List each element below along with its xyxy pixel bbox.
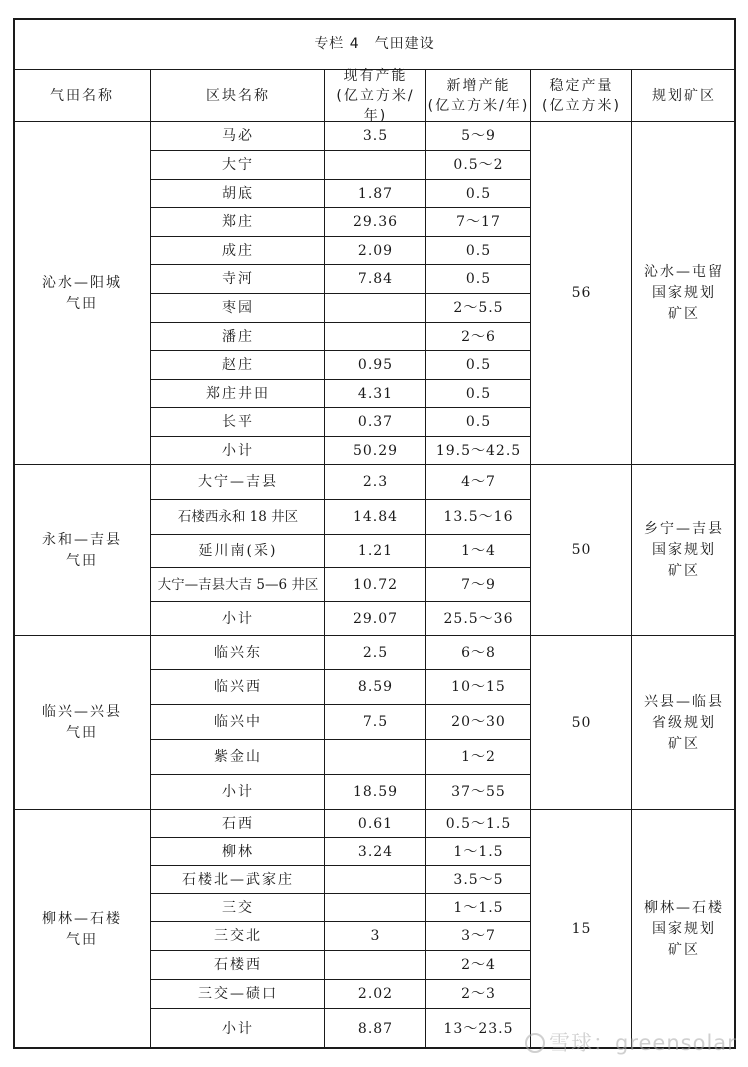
- new-capacity: [426, 980, 531, 1009]
- new-capacity: [426, 568, 531, 602]
- new-capacity: [426, 894, 531, 922]
- header-gas-field-text: 气田名称: [50, 88, 114, 104]
- existing-capacity-text: 3: [370, 928, 381, 944]
- existing-capacity-text: 0.95: [357, 357, 394, 373]
- xueqiu-logo-icon: [525, 1033, 545, 1053]
- existing-capacity: [325, 535, 426, 568]
- header-existing-capacity-line: 现有产能: [343, 68, 408, 84]
- new-capacity: [426, 237, 531, 265]
- existing-capacity-text: 50.29: [352, 442, 399, 459]
- existing-capacity: [325, 602, 426, 636]
- block-name: [151, 740, 325, 775]
- new-capacity: [426, 208, 531, 237]
- grid-line: [151, 774, 531, 775]
- planned-area: [632, 122, 736, 465]
- grid-line: [151, 150, 531, 151]
- new-capacity: [426, 705, 531, 740]
- new-capacity: [426, 180, 531, 208]
- new-capacity: [426, 1009, 531, 1049]
- block-name-text: 柳林: [222, 843, 254, 860]
- block-name: [151, 437, 325, 465]
- existing-capacity-text: 18.59: [352, 784, 399, 800]
- gas-field-name-line: 气田: [66, 931, 98, 948]
- gas-field-name-line: 临兴—兴县: [42, 704, 122, 720]
- block-name: [151, 535, 325, 568]
- new-capacity-text: 19.5～42.5: [435, 442, 522, 459]
- new-capacity: [426, 465, 531, 500]
- existing-capacity: [325, 922, 426, 951]
- header-existing-capacity: [325, 70, 426, 122]
- block-name-text: 三交—碛口: [198, 986, 278, 1002]
- header-planned-area-text: 规划矿区: [652, 88, 716, 104]
- block-name: [151, 237, 325, 265]
- planned-area-line: 矿区: [668, 563, 700, 579]
- planned-area-line: 国家规划: [652, 921, 716, 937]
- new-capacity-text: 7～9: [461, 576, 496, 593]
- header-stable-output-line: (亿立方米): [542, 98, 621, 114]
- new-capacity: [426, 151, 531, 180]
- block-name: [151, 670, 325, 705]
- block-name-text: 胡底: [222, 185, 254, 202]
- block-name-text: 长平: [222, 414, 254, 430]
- grid-line: [151, 704, 531, 705]
- header-stable-output-line: 稳定产量: [549, 78, 614, 94]
- block-name-text: 石楼西永和 18 井区: [177, 509, 299, 525]
- grid-line: [151, 669, 531, 670]
- grid-line: [151, 601, 531, 602]
- existing-capacity: [325, 838, 426, 866]
- existing-capacity-text: 0.61: [357, 815, 394, 832]
- new-capacity-text: 0.5: [465, 385, 492, 402]
- planned-area-line: 矿区: [668, 306, 700, 322]
- planned-area-line: 矿区: [668, 735, 700, 752]
- new-capacity-text: 3～7: [461, 928, 496, 944]
- new-capacity-text: 0.5～2: [453, 157, 504, 173]
- planned-area-line: 国家规划: [652, 542, 716, 558]
- block-name-text: 大宁: [222, 157, 254, 173]
- existing-capacity: [325, 465, 426, 500]
- stable-output: [531, 810, 632, 1049]
- existing-capacity: [325, 437, 426, 465]
- gas-field-name: [13, 465, 151, 636]
- planned-area-line: 沁水—屯留: [644, 264, 724, 280]
- grid-line: [151, 179, 531, 180]
- block-name: [151, 323, 325, 351]
- existing-capacity: [325, 705, 426, 740]
- block-name-text: 潘庄: [222, 328, 254, 345]
- new-capacity-text: 7～17: [456, 214, 501, 230]
- block-name-text: 赵庄: [222, 357, 254, 373]
- grid-line: [151, 567, 531, 568]
- grid-line: [151, 236, 531, 237]
- new-capacity: [426, 535, 531, 568]
- stable-output-text: 50: [571, 714, 592, 731]
- stable-output: [531, 122, 632, 465]
- existing-capacity: [325, 500, 426, 535]
- gas-field-name-line: 气田: [66, 552, 98, 569]
- block-name: [151, 351, 325, 380]
- new-capacity-text: 2～4: [461, 957, 496, 973]
- block-name: [151, 951, 325, 980]
- existing-capacity: [325, 122, 426, 151]
- new-capacity-text: 2～3: [461, 986, 496, 1002]
- block-name-text: 石楼西: [214, 957, 262, 973]
- planned-area-line: 兴县—临县: [644, 693, 724, 710]
- block-name: [151, 294, 325, 323]
- new-capacity-text: 0.5: [465, 414, 492, 430]
- gas-field-name-line: 气田: [66, 295, 98, 312]
- existing-capacity: [325, 265, 426, 294]
- existing-capacity-text: 29.36: [352, 214, 399, 230]
- new-capacity-text: 3.5～5: [453, 871, 504, 888]
- header-block-text: 区块名称: [206, 88, 270, 104]
- new-capacity: [426, 866, 531, 894]
- grid-line: [151, 893, 531, 894]
- stable-output-text: 50: [571, 542, 592, 558]
- existing-capacity: [325, 866, 426, 894]
- block-name-text: 大宁—吉县: [198, 474, 278, 490]
- existing-capacity: [325, 740, 426, 775]
- existing-capacity-text: 3.5: [362, 128, 389, 144]
- existing-capacity-text: 7.5: [362, 714, 389, 730]
- block-name: [151, 602, 325, 636]
- new-capacity: [426, 380, 531, 408]
- existing-capacity: [325, 1009, 426, 1049]
- new-capacity: [426, 294, 531, 323]
- block-name: [151, 380, 325, 408]
- existing-capacity-text: 8.59: [357, 679, 394, 695]
- existing-capacity-text: 1.87: [357, 185, 394, 202]
- planned-area-line: 矿区: [668, 942, 700, 958]
- stable-output: [531, 465, 632, 636]
- block-name-text: 三交: [222, 899, 254, 916]
- header-block: [151, 70, 325, 122]
- block-name: [151, 922, 325, 951]
- grid-line: [151, 499, 531, 500]
- new-capacity: [426, 351, 531, 380]
- new-capacity-text: 10～15: [451, 679, 506, 695]
- existing-capacity-text: 1.21: [357, 543, 394, 559]
- stable-output-text: 56: [571, 285, 592, 301]
- new-capacity-text: 0.5: [465, 242, 492, 259]
- grid-line: [151, 865, 531, 866]
- existing-capacity: [325, 237, 426, 265]
- existing-capacity-text: 2.5: [362, 644, 389, 661]
- block-name-text: 成庄: [222, 242, 254, 259]
- existing-capacity: [325, 670, 426, 705]
- block-name-text: 三交北: [214, 928, 262, 944]
- grid-line: [151, 979, 531, 980]
- existing-capacity: [325, 810, 426, 838]
- new-capacity: [426, 265, 531, 294]
- stable-output: [531, 636, 632, 810]
- header-stable-output: [531, 70, 632, 122]
- existing-capacity-text: 29.07: [352, 610, 399, 627]
- block-name: [151, 500, 325, 535]
- header-new-capacity: [426, 70, 531, 122]
- new-capacity-text: 37～55: [451, 784, 506, 800]
- block-name-text: 寺河: [222, 271, 254, 287]
- new-capacity: [426, 602, 531, 636]
- block-name-text: 小计: [222, 442, 254, 459]
- new-capacity-text: 0.5: [465, 357, 492, 373]
- block-name: [151, 151, 325, 180]
- gas-field-name: [13, 122, 151, 465]
- new-capacity-text: 1～2: [461, 749, 496, 765]
- block-name: [151, 810, 325, 838]
- existing-capacity: [325, 151, 426, 180]
- grid-line: [151, 322, 531, 323]
- existing-capacity-text: 2.02: [357, 986, 394, 1002]
- planned-area-line: 省级规划: [652, 714, 716, 731]
- new-capacity-text: 0.5: [465, 185, 492, 202]
- planned-area: [632, 636, 736, 810]
- existing-capacity-text: 10.72: [352, 576, 399, 593]
- block-name-text: 临兴中: [214, 714, 262, 730]
- header-gas-field: [13, 70, 151, 122]
- gas-field-name: [13, 636, 151, 810]
- new-capacity: [426, 437, 531, 465]
- block-name-text: 小计: [222, 1020, 254, 1037]
- new-capacity-text: 1～1.5: [453, 899, 504, 916]
- planned-area-line: 柳林—石楼: [644, 900, 724, 916]
- header-new-capacity-line: 新增产能: [446, 78, 511, 94]
- grid-line: [13, 809, 736, 810]
- new-capacity-text: 5～9: [461, 128, 496, 144]
- header-new-capacity-line: (亿立方米/年): [427, 98, 530, 114]
- block-name-text: 枣园: [222, 300, 254, 316]
- block-name: [151, 408, 325, 437]
- block-name-text: 紫金山: [214, 749, 262, 765]
- new-capacity-text: 2～5.5: [453, 300, 504, 316]
- new-capacity: [426, 122, 531, 151]
- gas-field-name-line: 沁水—阳城: [42, 274, 122, 291]
- grid-line: [151, 837, 531, 838]
- block-name-text: 小计: [222, 610, 254, 627]
- grid-line: [151, 436, 531, 437]
- block-name-text: 临兴西: [214, 679, 262, 695]
- new-capacity: [426, 636, 531, 670]
- new-capacity: [426, 500, 531, 535]
- block-name-text: 石楼北—武家庄: [182, 871, 294, 888]
- new-capacity-text: 25.5～36: [443, 610, 514, 627]
- existing-capacity: [325, 208, 426, 237]
- new-capacity-text: 13.5～16: [443, 509, 514, 525]
- new-capacity-text: 0.5～1.5: [445, 815, 512, 832]
- planned-area: [632, 465, 736, 636]
- new-capacity: [426, 922, 531, 951]
- new-capacity-text: 2～6: [461, 328, 496, 345]
- grid-line: [151, 293, 531, 294]
- grid-line: [151, 407, 531, 408]
- block-name: [151, 775, 325, 810]
- existing-capacity: [325, 380, 426, 408]
- existing-capacity-text: 2.09: [357, 242, 394, 259]
- grid-line: [151, 350, 531, 351]
- block-name-text: 石西: [222, 815, 254, 832]
- block-name-text: 临兴东: [214, 644, 262, 661]
- grid-line: [151, 950, 531, 951]
- block-name-text: 郑庄井田: [206, 385, 270, 402]
- table-title: [13, 18, 736, 70]
- block-name: [151, 866, 325, 894]
- existing-capacity-text: 0.37: [357, 414, 394, 430]
- new-capacity-text: 6～8: [461, 644, 496, 661]
- gas-field-name: [13, 810, 151, 1049]
- new-capacity: [426, 775, 531, 810]
- existing-capacity: [325, 180, 426, 208]
- block-name: [151, 1009, 325, 1049]
- grid-line: [151, 264, 531, 265]
- gas-field-name-line: 气田: [66, 725, 98, 741]
- new-capacity-text: 4～7: [461, 474, 496, 490]
- new-capacity: [426, 670, 531, 705]
- grid-line: [13, 635, 736, 636]
- grid-line: [151, 739, 531, 740]
- existing-capacity: [325, 775, 426, 810]
- new-capacity: [426, 408, 531, 437]
- existing-capacity: [325, 980, 426, 1009]
- block-name: [151, 180, 325, 208]
- block-name: [151, 636, 325, 670]
- existing-capacity: [325, 294, 426, 323]
- new-capacity: [426, 951, 531, 980]
- planned-area: [632, 810, 736, 1049]
- block-name: [151, 838, 325, 866]
- existing-capacity-text: 8.87: [357, 1020, 394, 1037]
- existing-capacity: [325, 636, 426, 670]
- existing-capacity-text: 7.84: [357, 271, 394, 287]
- block-name: [151, 705, 325, 740]
- existing-capacity-text: 2.3: [362, 474, 389, 490]
- new-capacity: [426, 740, 531, 775]
- existing-capacity-text: 14.84: [352, 509, 399, 525]
- gas-field-name-line: 永和—吉县: [42, 531, 122, 548]
- grid-line: [151, 921, 531, 922]
- table-title-text: 专栏 4 气田建设: [314, 35, 435, 52]
- grid-line: [151, 1008, 531, 1009]
- block-name-text: 大宁—吉县大吉 5—6 井区: [157, 576, 319, 593]
- new-capacity: [426, 838, 531, 866]
- new-capacity-text: 13～23.5: [443, 1020, 514, 1037]
- grid-line: [13, 464, 736, 465]
- new-capacity: [426, 810, 531, 838]
- block-name: [151, 568, 325, 602]
- existing-capacity: [325, 568, 426, 602]
- existing-capacity-text: 3.24: [357, 843, 394, 860]
- block-name: [151, 894, 325, 922]
- existing-capacity: [325, 351, 426, 380]
- existing-capacity: [325, 894, 426, 922]
- new-capacity: [426, 323, 531, 351]
- new-capacity-text: 1～1.5: [453, 843, 504, 860]
- planned-area-line: 国家规划: [652, 285, 716, 301]
- block-name-text: 延川南(采): [198, 543, 278, 559]
- existing-capacity: [325, 951, 426, 980]
- existing-capacity: [325, 323, 426, 351]
- grid-line: [151, 207, 531, 208]
- block-name-text: 马必: [222, 128, 254, 144]
- block-name: [151, 465, 325, 500]
- grid-line: [151, 534, 531, 535]
- gas-field-name-line: 柳林—石楼: [42, 910, 122, 927]
- stable-output-text: 15: [571, 921, 592, 937]
- new-capacity-text: 0.5: [465, 271, 492, 287]
- block-name: [151, 980, 325, 1009]
- block-name: [151, 265, 325, 294]
- block-name-text: 郑庄: [222, 214, 254, 230]
- new-capacity-text: 1～4: [461, 543, 496, 559]
- header-planned-area: [632, 70, 736, 122]
- planned-area-line: 乡宁—吉县: [644, 521, 724, 537]
- watermark: 雪球：greensolar: [525, 1027, 737, 1057]
- block-name: [151, 122, 325, 151]
- new-capacity-text: 20～30: [451, 714, 506, 730]
- grid-line: [151, 379, 531, 380]
- block-name-text: 小计: [222, 784, 254, 800]
- existing-capacity-text: 4.31: [357, 385, 394, 402]
- existing-capacity: [325, 408, 426, 437]
- header-existing-capacity-line: (亿立方米/年): [336, 88, 415, 124]
- block-name: [151, 208, 325, 237]
